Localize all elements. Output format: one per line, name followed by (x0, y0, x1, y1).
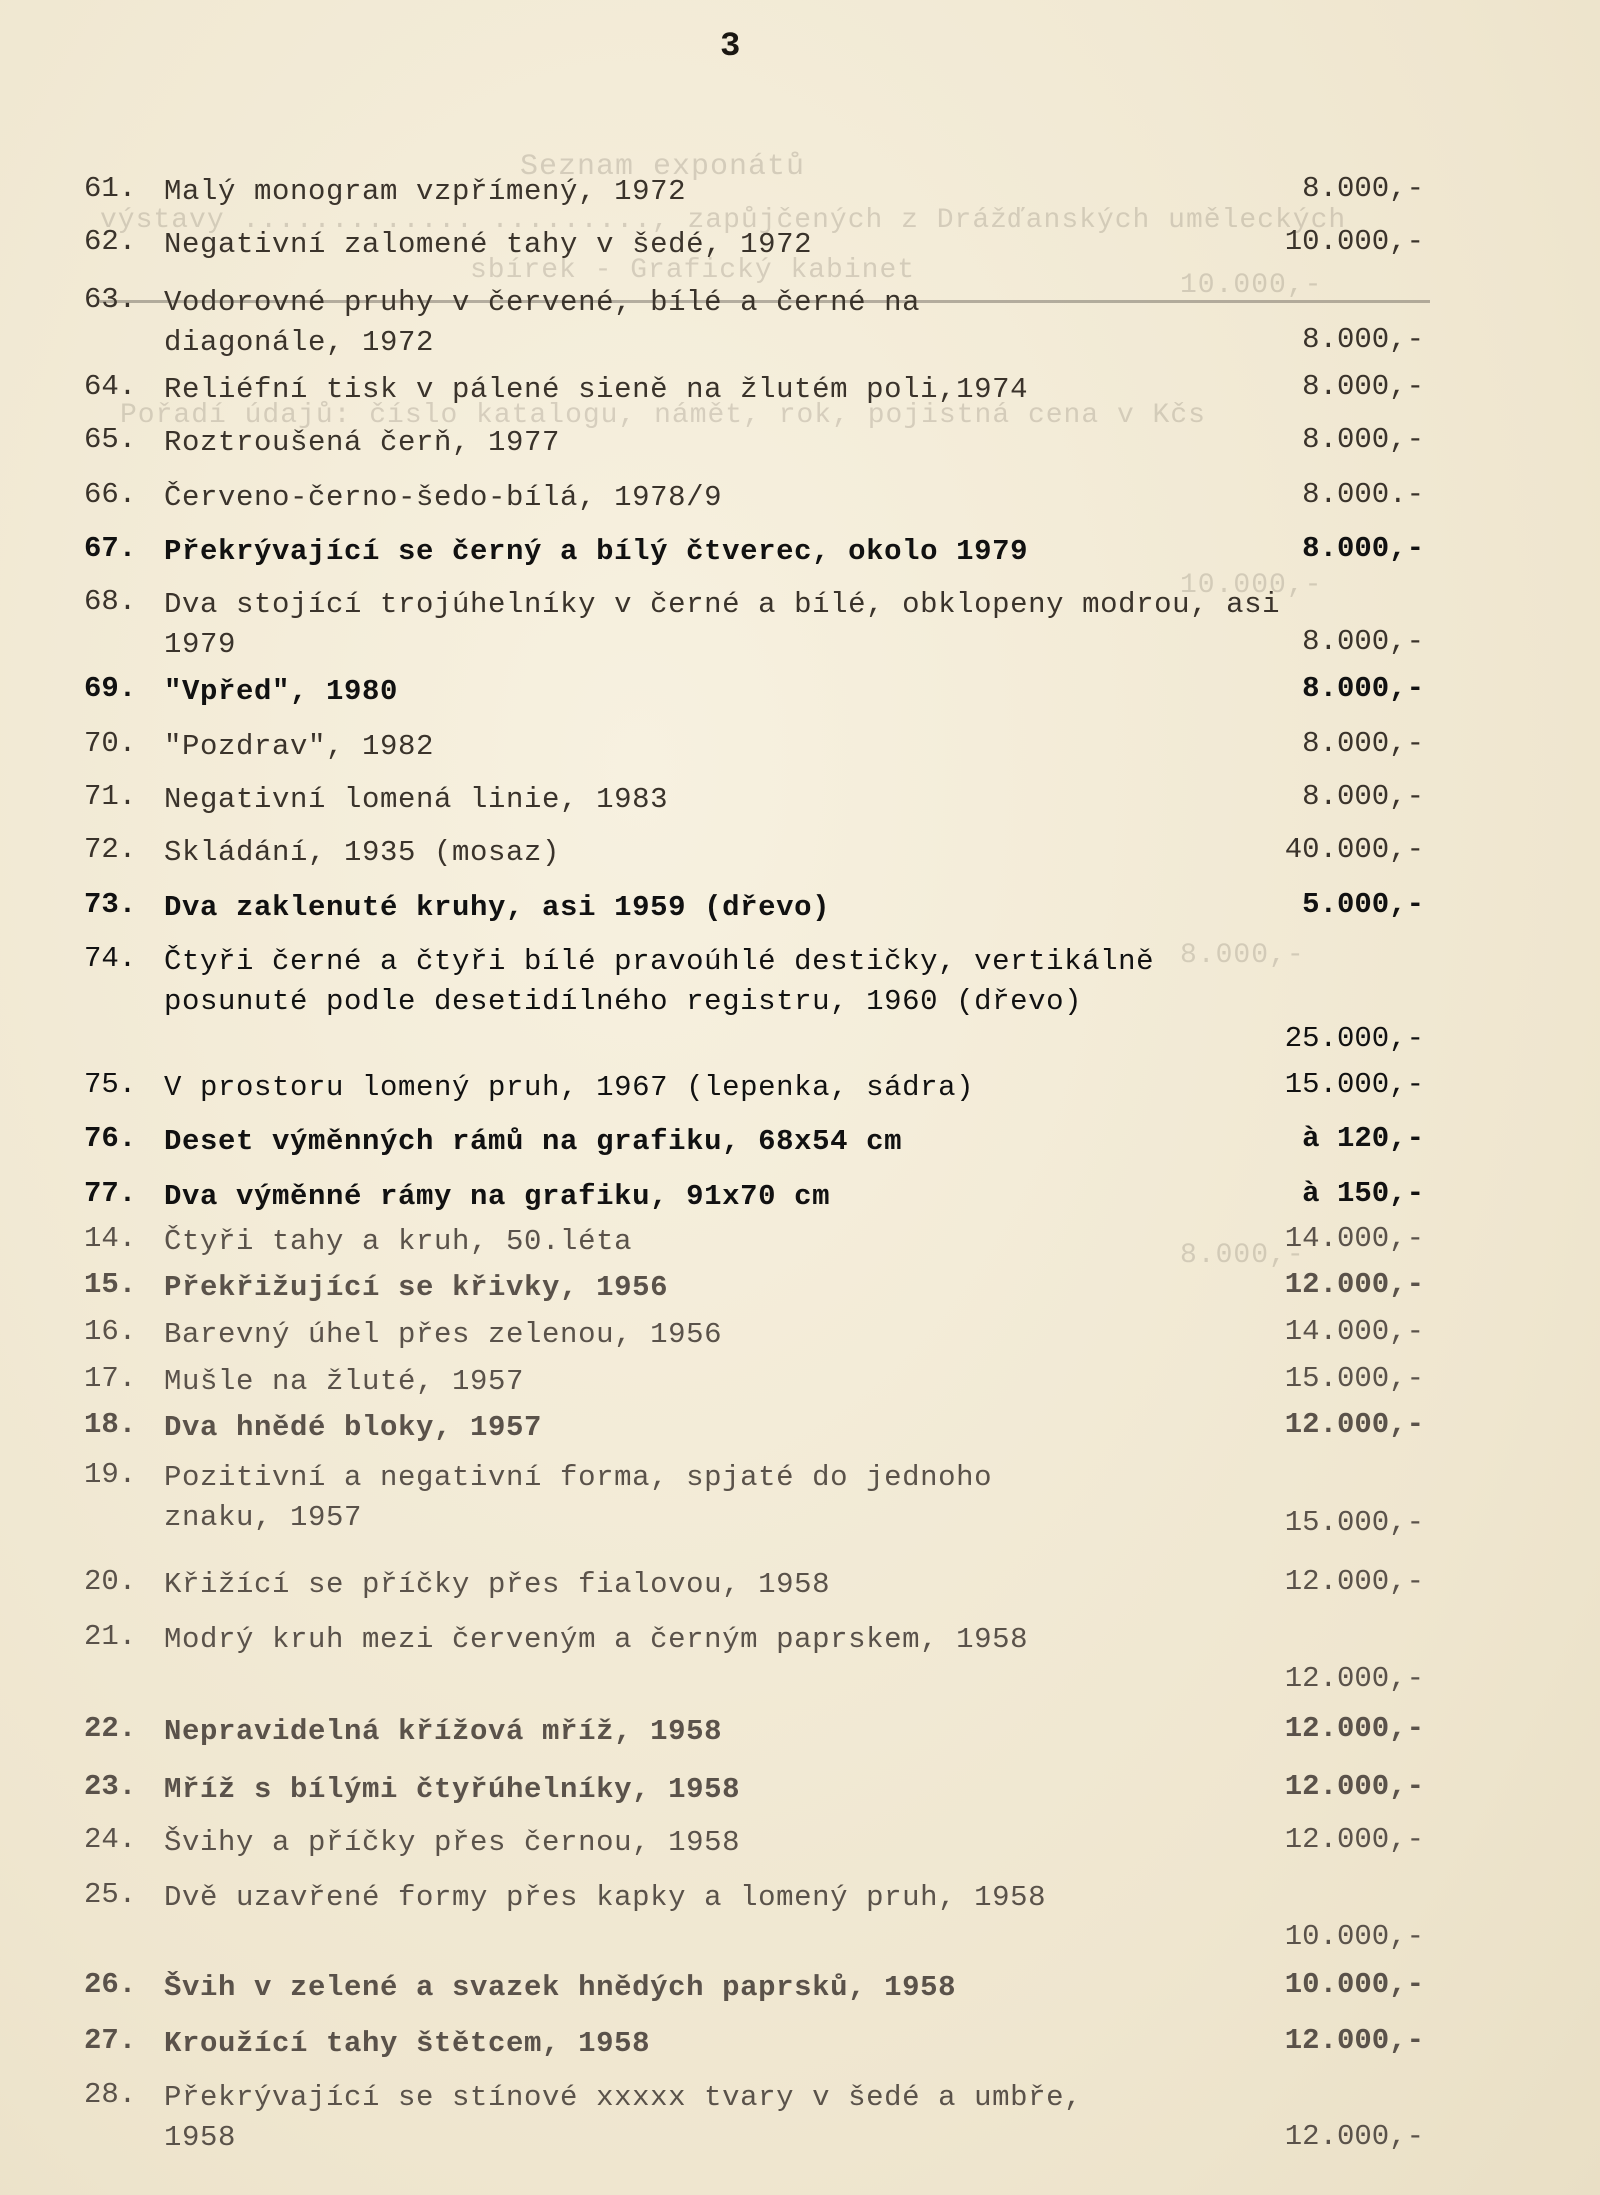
item-price: 12.000,- (1284, 2024, 1424, 2057)
item-number: 17. (84, 1362, 137, 1395)
item-number: 23. (84, 1770, 137, 1803)
item-number: 26. (84, 1968, 137, 2001)
page-number: 3 (720, 28, 741, 66)
item-title: Dva hnědé bloky, 1957 (164, 1411, 543, 1444)
item-title: Mušle na žluté, 1957 (164, 1365, 525, 1398)
item-price: 10.000,- (1284, 1920, 1424, 1953)
item-price: 12.000,- (1284, 1662, 1424, 1695)
item-price: 15.000,- (1284, 1362, 1424, 1395)
item-price: 40.000,- (1284, 833, 1424, 866)
item-title: Negativní lomená linie, 1983 (164, 783, 669, 816)
item-price: 12.000,- (1284, 1408, 1424, 1441)
item-title: "Vpřed", 1980 (164, 675, 399, 708)
item-number: 18. (84, 1408, 137, 1441)
item-title: Překřižující se křivky, 1956 (164, 1271, 669, 1304)
item-price: 10.000,- (1284, 1968, 1424, 2001)
item-price: 8.000,- (1302, 625, 1424, 658)
item-price: 8.000,- (1302, 780, 1424, 813)
item-title: Deset výměnných rámů na grafiku, 68x54 cm (164, 1125, 903, 1158)
item-number: 61. (84, 172, 137, 205)
item-number: 75. (84, 1068, 137, 1101)
item-title: Skládání, 1935 (mosaz) (164, 836, 561, 869)
item-title: Švihy a příčky přes černou, 1958 (164, 1826, 741, 1859)
item-number: 65. (84, 423, 137, 456)
item-title: Švih v zelené a svazek hnědých paprsků, 1958 (164, 1971, 957, 2004)
item-price: 12.000,- (1284, 1770, 1424, 1803)
item-title: Pozitivní a negativní forma, spjaté do jednoho znaku, 1957 (164, 1461, 993, 1534)
item-number: 25. (84, 1878, 137, 1911)
item-title: Vodorovné pruhy v červené, bílé a černé na diagonále, 1972 (164, 286, 921, 359)
item-price: 8.000,- (1302, 370, 1424, 403)
item-price: 8.000,- (1302, 727, 1424, 760)
item-title: Mříž s bílými čtyřúhelníky, 1958 (164, 1773, 741, 1806)
item-title: Modrý kruh mezi červeným a černým paprskem, 1958 (164, 1623, 1029, 1656)
item-title: Dva zaklenuté kruhy, asi 1959 (dřevo) (164, 891, 831, 924)
item-number: 73. (84, 888, 137, 921)
item-title: Překrývající se stínové xxxxx tvary v šedé a umbře, 1958 (164, 2081, 1083, 2154)
item-number: 24. (84, 1823, 137, 1856)
item-title: Negativní zalomené tahy v šedé, 1972 (164, 228, 813, 261)
item-price: 12.000,- (1284, 1268, 1424, 1301)
item-number: 76. (84, 1122, 137, 1155)
item-price: 12.000,- (1284, 1565, 1424, 1598)
item-number: 15. (84, 1268, 137, 1301)
item-number: 28. (84, 2078, 137, 2111)
bleed-through-background: Seznam exponátů výstavy ............. ........., zapůjčených z Drážďanských uměleckých sbírek - Grafický kabinet Pořadí údajů: číslo katalogu, námět, rok, pojistná cena v Kčs 10.000,- 10.000,- 8.000,- 8.000,- (0, 0, 1600, 2195)
item-number: 70. (84, 727, 137, 760)
item-title: Křižící se příčky přes fialovou, 1958 (164, 1568, 831, 1601)
item-price: 12.000,- (1284, 2120, 1424, 2153)
item-price: à 150,- (1302, 1177, 1424, 1210)
item-title: Malý monogram vzpřímený, 1972 (164, 175, 687, 208)
item-title: Barevný úhel přes zelenou, 1956 (164, 1318, 723, 1351)
item-price: 8.000,- (1302, 532, 1424, 565)
item-number: 68. (84, 585, 137, 618)
item-number: 69. (84, 672, 137, 705)
item-price: 25.000,- (1284, 1022, 1424, 1055)
item-title: Čtyři tahy a kruh, 50.léta (164, 1225, 633, 1258)
item-title: Překrývající se černý a bílý čtverec, okolo 1979 (164, 535, 1029, 568)
item-number: 20. (84, 1565, 137, 1598)
item-number: 67. (84, 532, 137, 565)
item-price: 12.000,- (1284, 1712, 1424, 1745)
item-number: 22. (84, 1712, 137, 1745)
item-price: 12.000,- (1284, 1823, 1424, 1856)
item-title: Roztroušená čerň, 1977 (164, 426, 561, 459)
item-number: 19. (84, 1458, 137, 1491)
item-price: 15.000,- (1284, 1068, 1424, 1101)
item-price: 8.000.- (1302, 478, 1424, 511)
item-number: 77. (84, 1177, 137, 1210)
item-price: 10.000,- (1284, 225, 1424, 258)
item-price: 15.000,- (1284, 1506, 1424, 1539)
item-title: Červeno-černo-šedo-bílá, 1978/9 (164, 481, 723, 514)
item-price: 14.000,- (1284, 1222, 1424, 1255)
item-price: 14.000,- (1284, 1315, 1424, 1348)
item-title: Dvě uzavřené formy přes kapky a lomený pruh, 1958 (164, 1881, 1047, 1914)
item-price: 8.000,- (1302, 672, 1424, 705)
item-title: Nepravidelná křížová mříž, 1958 (164, 1715, 723, 1748)
item-price: 8.000,- (1302, 172, 1424, 205)
item-title: Kroužící tahy štětcem, 1958 (164, 2027, 651, 2060)
item-price: 8.000,- (1302, 423, 1424, 456)
item-number: 72. (84, 833, 137, 866)
item-number: 16. (84, 1315, 137, 1348)
item-number: 63. (84, 283, 137, 316)
item-title: Reliéfní tisk v pálené sieně na žlutém poli,1974 (164, 373, 1029, 406)
item-number: 14. (84, 1222, 137, 1255)
item-price: 5.000,- (1302, 888, 1424, 921)
item-number: 21. (84, 1620, 137, 1653)
item-number: 66. (84, 478, 137, 511)
item-title: "Pozdrav", 1982 (164, 730, 435, 763)
item-title: Čtyři černé a čtyři bílé pravoúhlé destičky, vertikálně posunuté podle desetidílného registru, 1960 (dřevo) (164, 945, 1155, 1018)
item-number: 74. (84, 942, 137, 975)
item-number: 64. (84, 370, 137, 403)
item-title: Dva výměnné rámy na grafiku, 91x70 cm (164, 1180, 831, 1213)
item-price: 8.000,- (1302, 323, 1424, 356)
item-title: V prostoru lomený pruh, 1967 (lepenka, sádra) (164, 1071, 975, 1104)
item-number: 62. (84, 225, 137, 258)
item-title: Dva stojící trojúhelníky v černé a bílé, obklopeny modrou, asi 1979 (164, 588, 1281, 661)
item-number: 71. (84, 780, 137, 813)
item-price: à 120,- (1302, 1122, 1424, 1155)
item-number: 27. (84, 2024, 137, 2057)
